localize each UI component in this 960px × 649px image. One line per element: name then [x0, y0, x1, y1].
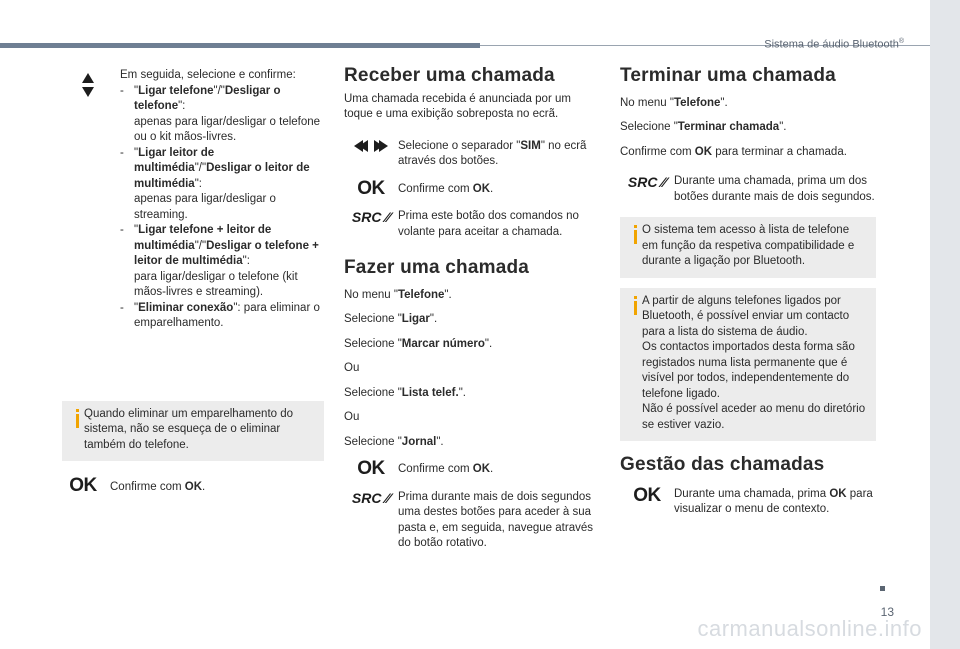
- ok-button-icon: OK: [357, 177, 385, 199]
- ok-button-icon: OK: [633, 484, 661, 506]
- heading-receive-call: Receber uma chamada: [344, 65, 555, 86]
- list-item: - "Ligar leitor de multimédia"/"Desligar o leitor de multimédia": apenas para ligar/desligar o streaming.: [120, 146, 310, 221]
- page-header-title: Sistema de áudio Bluetooth®: [764, 38, 904, 51]
- browse-row: SRC ⁄⁄ Prima durante mais de dois segundos uma destes botões para aceder à sua pasta e, em seguida, navegue através do botão rotativo.: [351, 489, 593, 549]
- column-1: [69, 68, 322, 506]
- heading-end-call: Terminar uma chamada: [620, 65, 836, 86]
- src-phone-button-icon: SRC ⁄⁄: [627, 174, 667, 190]
- list-item: - "Ligar telefone + leitor de multimédia"/"Desligar o telefone + leitor de multimédia": para ligar/desligar o telefone (kit mãos-livres e streaming).: [120, 224, 319, 298]
- accept-call-row: SRC ⁄⁄ Prima este botão dos comandos no volante para aceitar a chamada.: [351, 209, 579, 238]
- info-note: Quando eliminar um emparelhamento do sistema, não se esqueça de o eliminar também do telefone.: [62, 401, 324, 462]
- ok-button-icon: OK: [69, 475, 97, 496]
- header-bar: [0, 43, 480, 48]
- heading-manage-calls: Gestão das chamadas: [620, 454, 825, 475]
- select-sim-row: Selecione o separador "SIM" no ecrã através dos botões.: [344, 139, 596, 170]
- page-number: 13: [880, 605, 894, 619]
- previous-next-icon: [344, 139, 398, 170]
- page-marker: [880, 586, 885, 591]
- list-item: - "Ligar telefone"/"Desligar o telefone": apenas para ligar/desligar o telefone ou o kit mãos-livres.: [120, 84, 321, 143]
- option-list: [120, 84, 322, 332]
- src-phone-button-icon: SRC ⁄⁄: [351, 209, 391, 225]
- column-3: Terminar uma chamada No menu "Telefone". Selecione "Terminar chamada". Confirme com OK para terminar a chamada. SRC ⁄⁄ Durante uma chamada, prima um dos botões durante mais de dois segundos. O sistema tem acesso à lista de telefone em função da respetiva compatibilidade e durante a ligação por Bluetooth. A partir de alguns telefones ligados por Bluetooth, é possível enviar um contacto para a lista do sistema de áudio. Os contactos importados desta forma são registados numa lista permanente que é visível por todos, independentemente do telefone ligado. Não é possível aceder ao menu do diretório se estiver vazio. Gestão das chamadas OK Durante uma chamada, prima OK para visualizar o menu de contexto.: [620, 68, 876, 528]
- confirm-row: OK Confirme com OK.: [357, 458, 494, 479]
- heading-make-call: Fazer uma chamada: [344, 257, 530, 278]
- column-2: Receber uma chamada Uma chamada recebida é anunciada por um toque e uma exibição sobreposta no ecrã. Selecione o separador "SIM" no ecrã através dos botões. OK Confirme com OK. SRC ⁄⁄ Prima este botão dos comandos no volante para aceitar a chamada. Fazer uma chamada No menu "Telefone". Selecione "Ligar". Selecione "Marcar número". Ou Selecione "Lista telef.". Ou Selecione "Jornal". OK Confirme com OK. SRC ⁄⁄ Prima durante mais de dois segundos uma destes botões para aceder à sua pasta e, em seguida, navegue através do botão rotativo.: [344, 68, 596, 562]
- info-icon: [628, 223, 642, 270]
- info-note: A partir de alguns telefones ligados por Bluetooth, é possível enviar um contacto para a lista do sistema de áudio. Os contactos importados desta forma são registados numa lista permanente que é visível por todos, independentemente do telefone ligado. Não é possível aceder ao menu do diretório se estiver vazio.: [620, 288, 876, 442]
- info-note: O sistema tem acesso à lista de telefone em função da respetiva compatibilidade e durante a ligação por Bluetooth.: [620, 217, 876, 278]
- src-phone-button-icon: SRC ⁄⁄: [351, 489, 391, 506]
- up-down-arrows-icon: [66, 68, 110, 332]
- list-item: - "Eliminar conexão": para eliminar o emparelhamento.: [120, 301, 320, 329]
- confirm-row: OK Confirme com OK.: [69, 475, 206, 496]
- ok-button-icon: OK: [357, 458, 385, 479]
- confirm-row: OK Confirme com OK.: [357, 177, 494, 199]
- intro-text: Em seguida, selecione e confirme:: [120, 69, 296, 81]
- watermark: carmanualsonline.info: [697, 616, 922, 641]
- info-icon: [70, 407, 84, 454]
- info-icon: [628, 294, 642, 434]
- context-menu-row: OK Durante uma chamada, prima OK para visualizar o menu de contexto.: [633, 484, 873, 515]
- end-call-row: SRC ⁄⁄ Durante uma chamada, prima um dos botões durante mais de dois segundos.: [627, 174, 875, 203]
- page-sidebar: [930, 0, 960, 649]
